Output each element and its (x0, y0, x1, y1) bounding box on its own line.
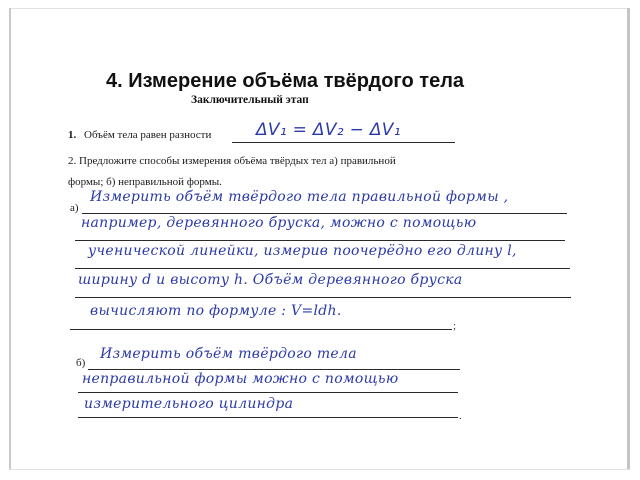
answer-b-line-1: Измерить объём твёрдого тела (100, 346, 357, 362)
answer-line (78, 392, 458, 393)
question-1-text: Объём тела равен разности (84, 129, 212, 141)
answer-line (232, 142, 455, 143)
answer-a-line-3: ученической линейки, измерив поочерёдно его длину l, (88, 243, 517, 259)
slide-frame-left (9, 8, 11, 470)
question-2-line-1: 2. Предложите способы измерения объёма твёрдых тел а) правильной (68, 155, 396, 167)
answer-a-marker: а) (70, 202, 79, 214)
slide-frame-bottom (9, 469, 630, 470)
answer-a-line-5: вычисляют по формуле : V=ldh. (90, 303, 342, 319)
answer-b-line-3: измерительного цилиндра (84, 396, 294, 412)
answer-line (88, 369, 460, 370)
answer-a-end-mark: ; (453, 320, 457, 332)
question-2-line-2: формы; б) неправильной формы. (68, 176, 222, 188)
answer-line (75, 240, 565, 241)
question-1-number: 1. (68, 129, 77, 141)
answer-a-line-4: ширину d и высоту h. Объём деревянного бруска (78, 272, 463, 288)
answer-b-marker: б) (76, 357, 86, 369)
answer-b-end-mark: . (459, 410, 462, 422)
slide-frame-right (627, 8, 630, 470)
answer-line (75, 297, 571, 298)
slide-frame-top (9, 8, 630, 9)
answer-a-line-2: например, деревянного бруска, можно с помощью (81, 215, 477, 231)
question-1-handwritten-answer: ΔV₁ = ΔV₂ − ΔV₁ (256, 120, 401, 140)
answer-line (70, 329, 452, 330)
answer-line (82, 213, 567, 214)
answer-a-line-1: Измерить объём твёрдого тела правильной формы , (90, 189, 509, 205)
answer-line (75, 268, 570, 269)
answer-line (78, 417, 458, 418)
worksheet-subtitle: Заключительный этап (191, 94, 309, 106)
slide-title: 4. Измерение объёма твёрдого тела (106, 70, 465, 92)
answer-b-line-2: неправильной формы можно с помощью (82, 371, 399, 387)
